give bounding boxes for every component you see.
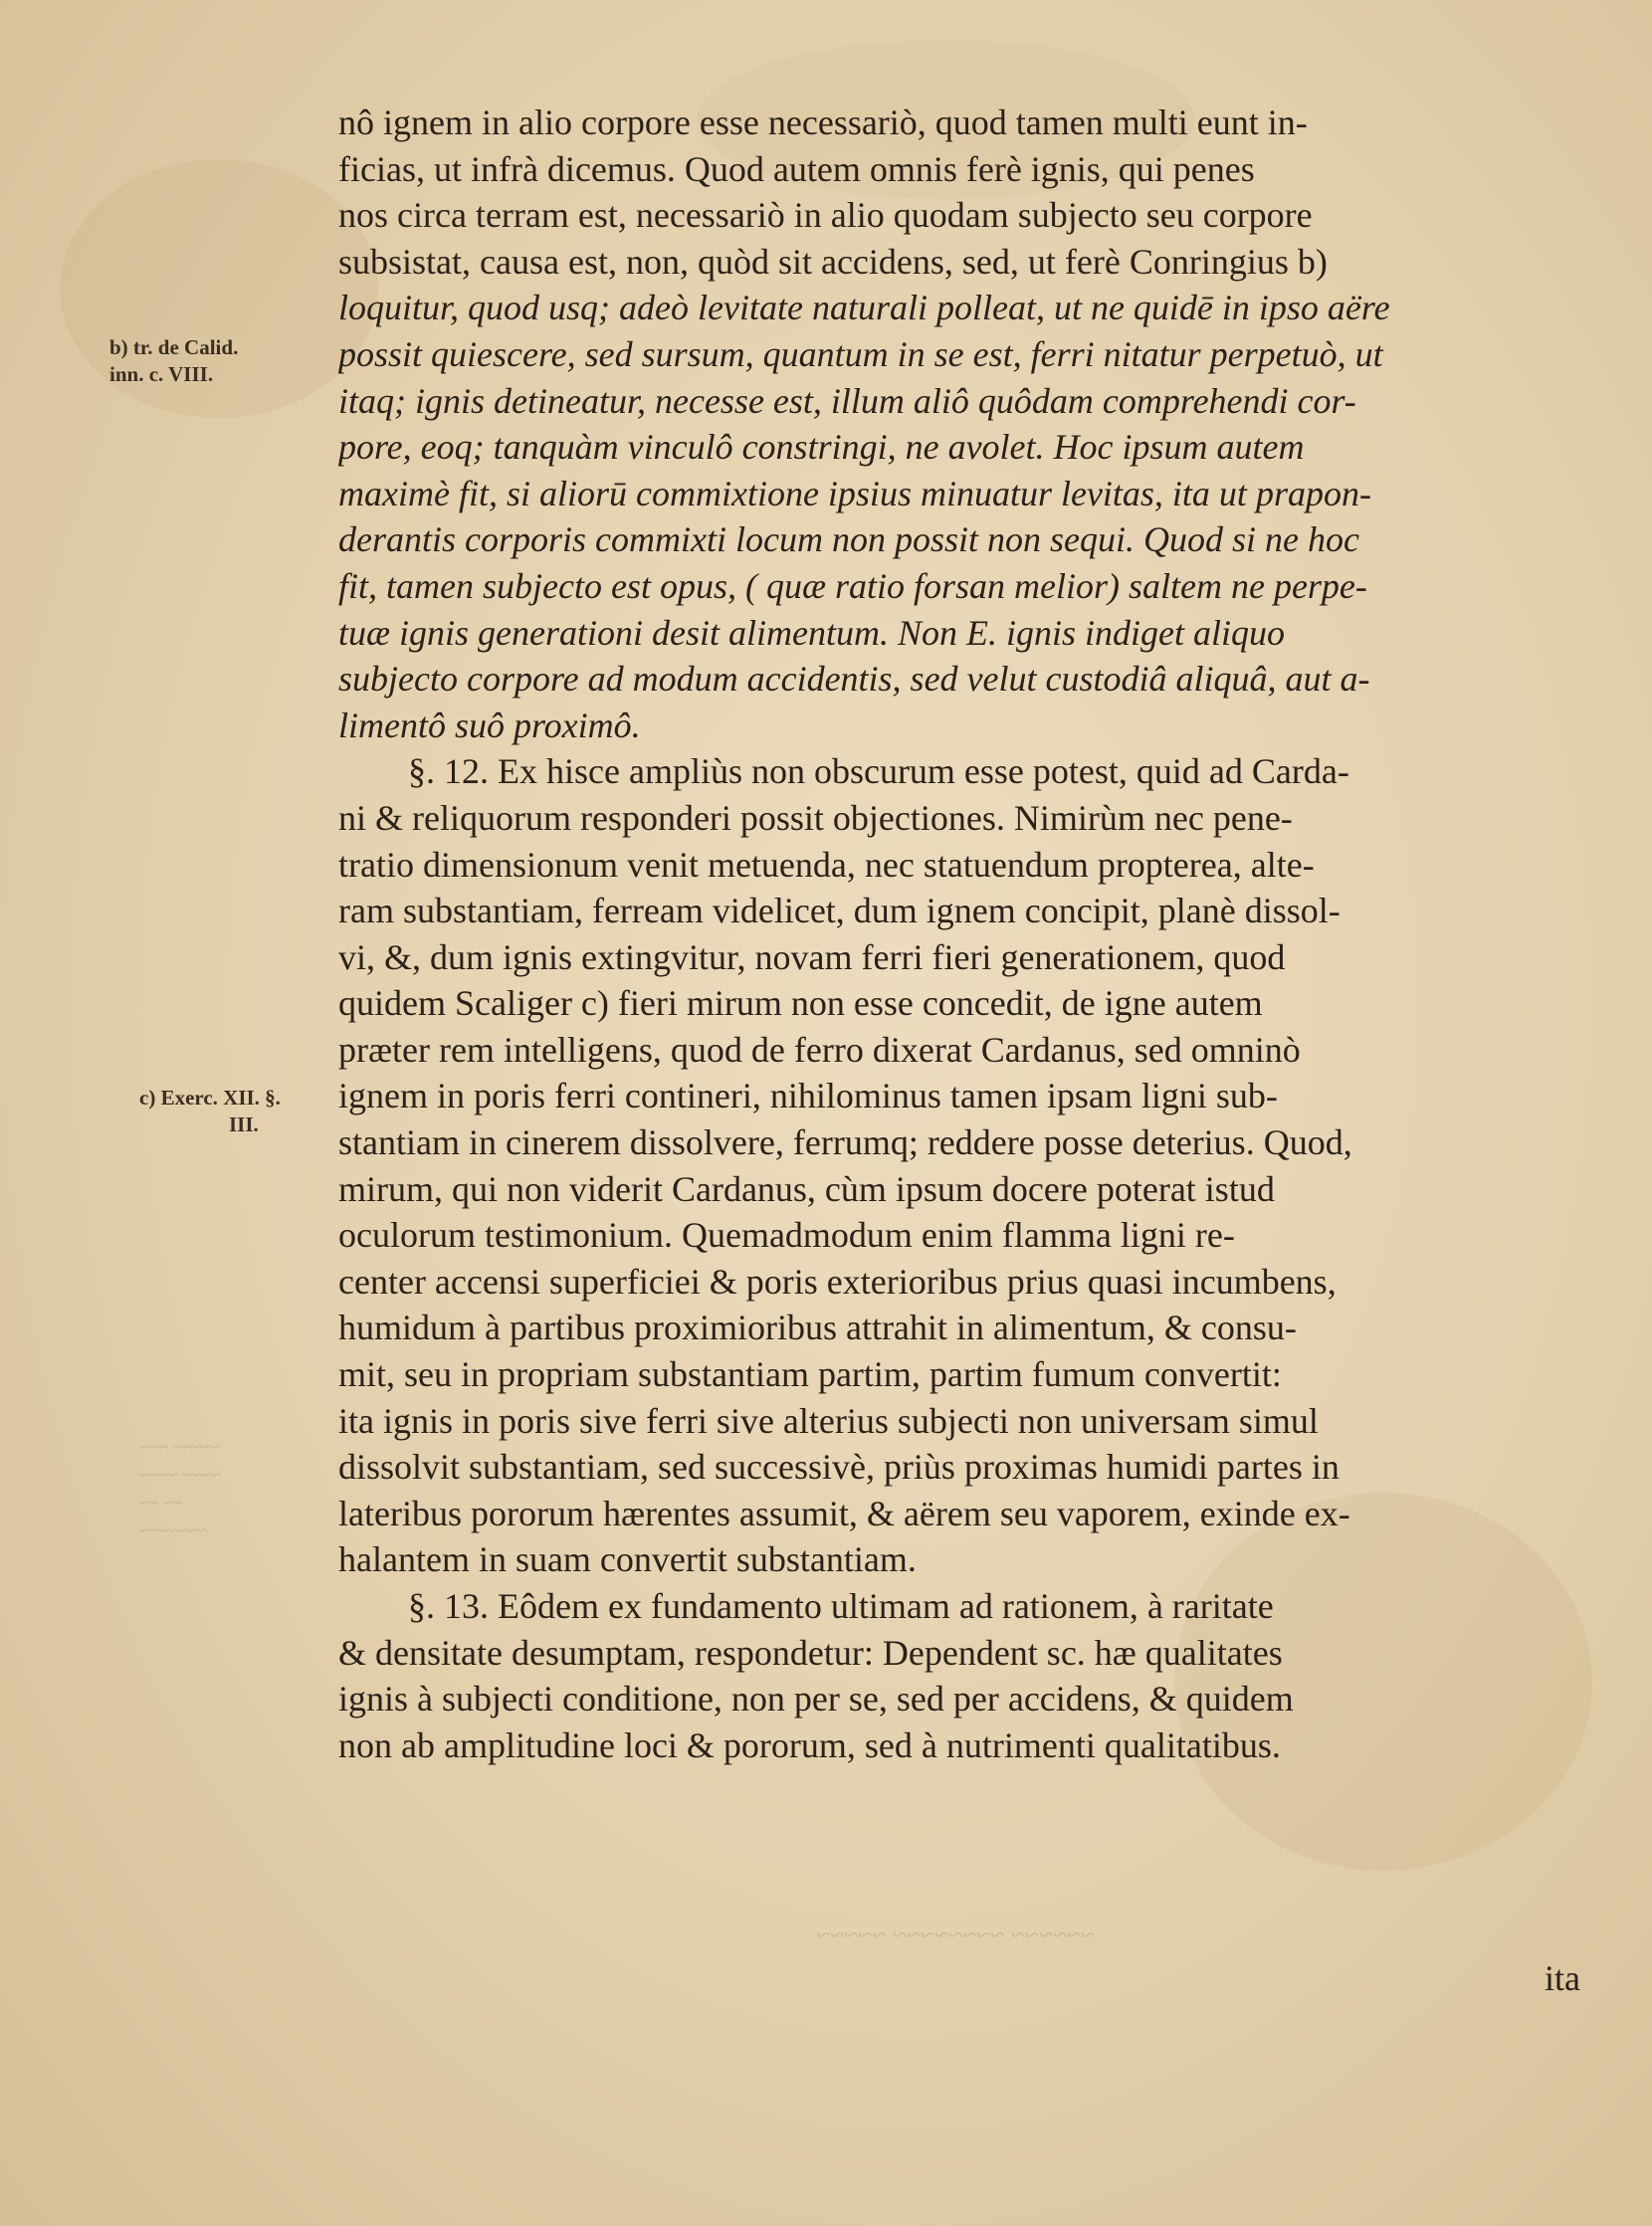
text-line: humidum à partibus proximioribus attrahit in alimentum, & consu- [338, 1308, 1297, 1348]
text-line: halantem in suam convertit substantiam. [338, 1539, 917, 1580]
bleed-through-marginalia: ~~~~~ ~~~ ~~~~ ~~~~ ~~ ~~ ~~~~~~~ [139, 1437, 222, 1540]
text-line: ignem in poris ferri contineri, nihilominus tamen ipsam ligni sub- [338, 1076, 1278, 1116]
text-line: tuæ ignis generationi desit alimentum. Non E. ignis indiget aliquo [338, 612, 1285, 653]
margin-note-line: b) tr. de Calid. [109, 335, 239, 359]
text-line: maximè fit, si aliorū commixtione ipsius minuatur levitas, ita ut prapon- [338, 473, 1371, 513]
text-line: loquitur, quod usq; adeò levitate naturali polleat, ut ne quidē in ipso aëre [338, 288, 1390, 328]
text-line: subjecto corpore ad modum accidentis, sed velut custodiâ aliquâ, aut a- [338, 659, 1370, 700]
margin-note-b [109, 334, 328, 388]
text-line: nô ignem in alio corpore esse necessariò, quod tamen multi eunt in- [338, 102, 1308, 142]
text-line: ita ignis in poris sive ferri sive alterius subjecti non universam simul [338, 1400, 1319, 1441]
text-line: mit, seu in propriam substantiam partim, partim fumum convertit: [338, 1354, 1282, 1395]
bleed-through-text: ~~~~~~ ~~~~~~~~ ~~~~~ [816, 1921, 1096, 1949]
text-line: mirum, qui non viderit Cardanus, cùm ipsum docere poterat istud [338, 1168, 1275, 1209]
text-line: ficias, ut infrà dicemus. Quod autem omnis ferè ignis, qui penes [338, 148, 1255, 189]
text-line: ignis à subjecti conditione, non per se, sed per accidens, & quidem [338, 1679, 1294, 1720]
margin-note-line: inn. c. VIII. [109, 362, 214, 386]
text-line: pore, eoq; tanquàm vinculô constringi, ne avolet. Hoc ipsum autem [338, 427, 1305, 468]
text-line: ni & reliquorum responderi possit objectiones. Nimirùm nec pene- [338, 797, 1293, 838]
section-13-start: §. 13. Eôdem ex fundamento ultimam ad rationem, à raritate [408, 1586, 1274, 1626]
text-line: center accensi superficiei & poris exterioribus prius quasi incumbens, [338, 1261, 1337, 1302]
text-line: tratio dimensionum venit metuenda, nec statuendum propterea, alte- [338, 844, 1315, 885]
text-line: itaq; ignis detineatur, necesse est, illum aliô quôdam comprehendi cor- [338, 380, 1356, 421]
text-line: stantiam in cinerem dissolvere, ferrumq; reddere posse deterius. Quod, [338, 1122, 1352, 1163]
text-line: nos circa terram est, necessariò in alio quodam subjecto seu corpore [338, 195, 1313, 236]
text-line: vi, &, dum ignis extingvitur, novam ferri fieri generationem, quod [338, 936, 1286, 977]
text-line: ram substantiam, ferream videlicet, dum ignem concipit, planè dissol- [338, 891, 1341, 931]
margin-note-line: c) Exerc. XII. §. [139, 1086, 281, 1110]
text-line: non ab amplitudine loci & pororum, sed à nutrimenti qualitatibus. [338, 1724, 1281, 1765]
text-line: oculorum testimonium. Quemadmodum enim flamma ligni re- [338, 1215, 1235, 1256]
text-line: derantis corporis commixti locum non possit non sequi. Quod si ne hoc [338, 519, 1359, 560]
margin-note-c [139, 1085, 358, 1138]
text-line: dissolvit substantiam, sed successivè, priùs proximas humidi partes in [338, 1447, 1340, 1488]
main-text [338, 100, 1582, 1768]
text-line: limentô suô proximô. [338, 705, 641, 745]
text-line: possit quiescere, sed sursum, quantum in se est, ferri nitatur perpetuò, ut [338, 333, 1383, 374]
text-line: subsistat, causa est, non, quòd sit accidens, sed, ut ferè Conringius b) [338, 241, 1328, 282]
text-line: & densitate desumptam, respondetur: Dependent sc. hæ qualitates [338, 1632, 1283, 1673]
text-line: quidem Scaliger c) fieri mirum non esse concedit, de igne autem [338, 983, 1263, 1024]
section-12-start: §. 12. Ex hisce ampliùs non obscurum esse potest, quid ad Carda- [408, 751, 1349, 792]
text-line: præter rem intelligens, quod de ferro dixerat Cardanus, sed omninò [338, 1029, 1301, 1070]
text-line: lateribus pororum hærentes assumit, & aërem seu vaporem, exinde ex- [338, 1493, 1350, 1533]
catchword: ita [1545, 1958, 1580, 1998]
text-line: fit, tamen subjecto est opus, ( quæ ratio forsan melior) saltem ne perpe- [338, 565, 1367, 606]
margin-note-line: III. [229, 1113, 259, 1136]
